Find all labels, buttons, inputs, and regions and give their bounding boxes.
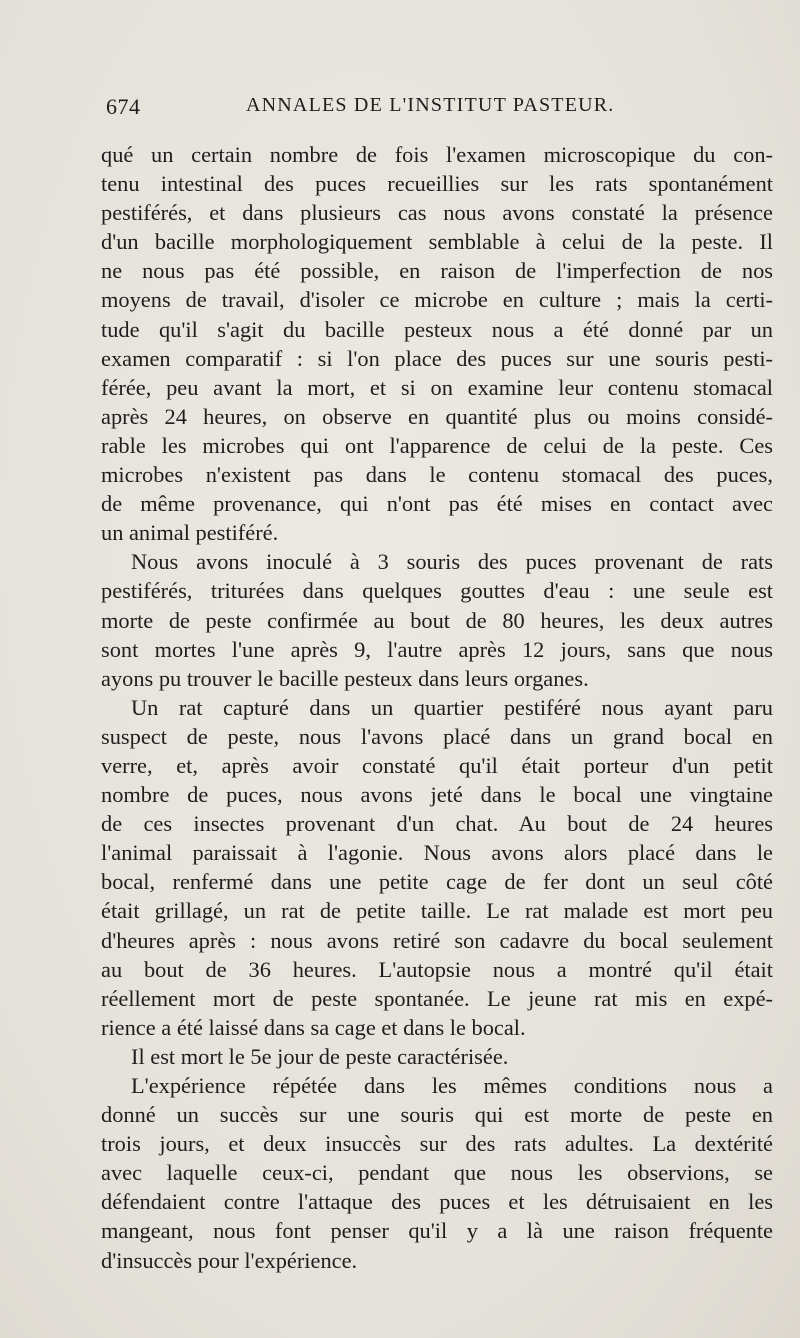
text-line: ayons pu trouver le bacille pesteux dans leurs organes.	[101, 665, 589, 691]
text-line: un animal pestiféré.	[101, 520, 279, 546]
text-line: de ces insectes provenant d'un chat. Au bout de 24 heures	[101, 811, 773, 837]
text-line: verre, et, après avoir constaté qu'il était porteur d'un petit	[101, 752, 773, 778]
text-line: férée, peu avant la mort, et si on examine leur contenu stomacal	[101, 374, 773, 400]
text-line: qué un certain nombre de fois l'examen microscopique du con-	[101, 142, 773, 167]
text-line: Un rat capturé dans un quartier pestiféré nous ayant paru	[131, 694, 773, 720]
page-number: 674	[106, 94, 141, 119]
running-head	[100, 94, 750, 124]
text-line: ne nous pas été possible, en raison de l'imperfection de nos	[101, 258, 773, 284]
text-line: d'un bacille morphologiquement semblable à celui de la peste. Il	[101, 229, 773, 255]
text-line: Nous avons inoculé à 3 souris des puces provenant de rats	[131, 549, 773, 575]
text-line: bocal, renfermé dans une petite cage de fer dont un seul côté	[101, 869, 773, 895]
text-line: tenu intestinal des puces recueillies sur les rats spontanément	[101, 171, 773, 197]
text-line: au bout de 36 heures. L'autopsie nous a montré qu'il était	[101, 956, 773, 982]
text-line: tude qu'il s'agit du bacille pesteux nous a été donné par un	[101, 316, 773, 342]
text-line: pestiférés, et dans plusieurs cas nous avons constaté la présence	[101, 200, 773, 226]
text-line: sont mortes l'une après 9, l'autre après 12 jours, sans que nous	[101, 636, 773, 662]
text-line: suspect de peste, nous l'avons placé dans un grand bocal en	[101, 723, 773, 749]
text-line: d'insuccès pour l'expérience.	[101, 1247, 358, 1273]
text-line: L'expérience répétée dans les mêmes conditions nous a	[131, 1073, 773, 1098]
text-line: l'animal paraissait à l'agonie. Nous avons alors placé dans le	[101, 840, 773, 866]
text-line: d'heures après : nous avons retiré son cadavre du bocal seulement	[101, 927, 773, 953]
text-line: nombre de puces, nous avons jeté dans le bocal une vingtaine	[101, 782, 773, 808]
text-line: après 24 heures, on observe en quantité plus ou moins considé-	[101, 403, 773, 429]
text-line: moyens de travail, d'isoler ce microbe en culture ; mais la certi-	[101, 287, 773, 313]
text-line: pestiférés, triturées dans quelques gouttes d'eau : une seule est	[101, 578, 773, 604]
text-line: examen comparatif : si l'on place des puces sur une souris pesti-	[101, 345, 773, 371]
text-line: réellement mort de peste spontanée. Le jeune rat mis en expé-	[101, 985, 773, 1011]
text-line: morte de peste confirmée au bout de 80 heures, les deux autres	[101, 607, 773, 633]
text-line: rience a été laissé dans sa cage et dans le bocal.	[101, 1014, 526, 1040]
text-line: trois jours, et deux insuccès sur des rats adultes. La dextérité	[101, 1131, 773, 1157]
text-line: Il est mort le 5e jour de peste caractérisée.	[131, 1043, 509, 1069]
journal-title: ANNALES DE L'INSTITUT PASTEUR.	[246, 94, 615, 116]
text-line: de même provenance, qui n'ont pas été mises en contact avec	[101, 491, 773, 517]
text-line: donné un succès sur une souris qui est morte de peste en	[101, 1102, 773, 1128]
text-line: avec laquelle ceux-ci, pendant que nous les observions, se	[101, 1160, 773, 1186]
body-text	[101, 140, 773, 1275]
text-line: rable les microbes qui ont l'apparence de celui de la peste. Ces	[101, 432, 773, 458]
text-line: était grillagé, un rat de petite taille. Le rat malade est mort peu	[101, 898, 773, 924]
text-line: mangeant, nous font penser qu'il y a là une raison fréquente	[101, 1218, 773, 1244]
text-line: microbes n'existent pas dans le contenu stomacal des puces,	[101, 462, 773, 488]
text-line: défendaient contre l'attaque des puces et les détruisaient en les	[101, 1189, 773, 1215]
